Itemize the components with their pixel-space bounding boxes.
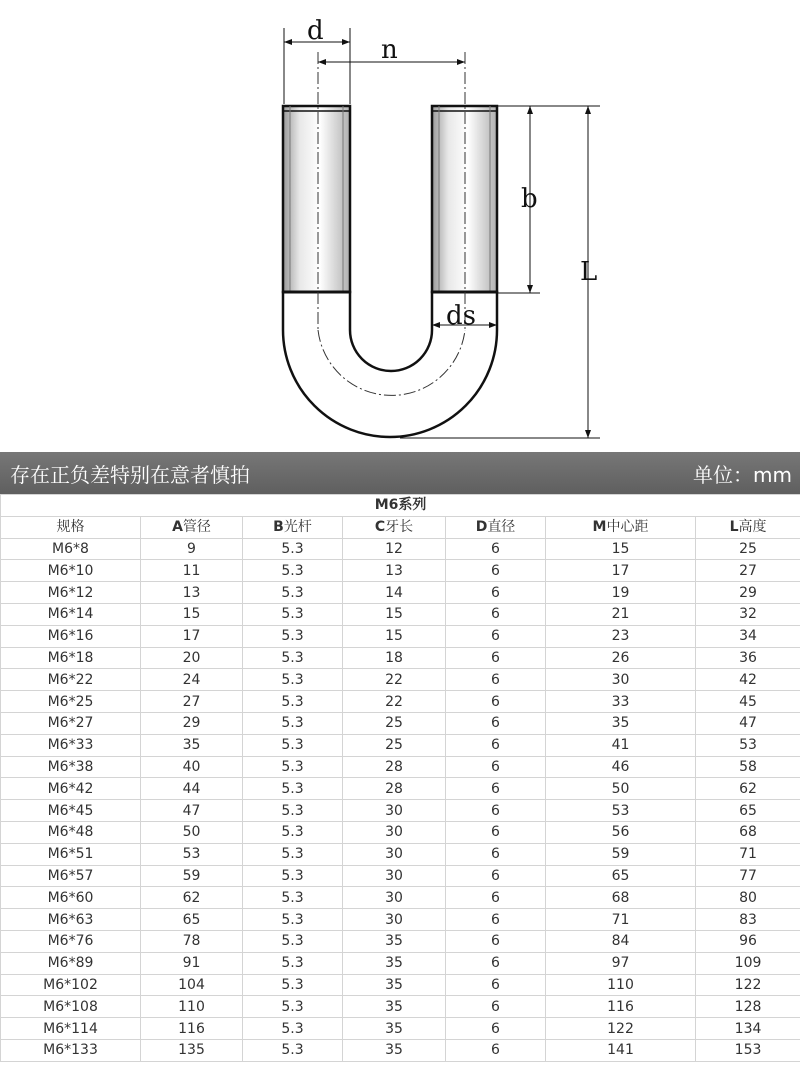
column-header bbox=[546, 516, 696, 538]
table-row bbox=[1, 800, 800, 822]
table-cell: 30 bbox=[343, 821, 446, 843]
table-cell: 42 bbox=[696, 669, 800, 691]
table-row bbox=[1, 865, 800, 887]
column-header-text: 高度 bbox=[738, 519, 767, 536]
table-cell: 6 bbox=[446, 887, 546, 909]
table-cell: M6*33 bbox=[1, 734, 141, 756]
table-cell: 5.3 bbox=[243, 1018, 343, 1040]
table-cell: 122 bbox=[696, 974, 800, 996]
table-cell: M6*12 bbox=[1, 582, 141, 604]
table-cell: M6*48 bbox=[1, 821, 141, 843]
table-cell: 83 bbox=[696, 909, 800, 931]
table-cell: 59 bbox=[546, 843, 696, 865]
table-cell: 21 bbox=[546, 603, 696, 625]
table-cell: M6*38 bbox=[1, 756, 141, 778]
table-row bbox=[1, 756, 800, 778]
table-cell: 5.3 bbox=[243, 887, 343, 909]
table-cell: 5.3 bbox=[243, 756, 343, 778]
table-cell: 30 bbox=[546, 669, 696, 691]
u-bolt-diagram bbox=[0, 0, 800, 452]
table-cell: 6 bbox=[446, 538, 546, 560]
table-cell: 34 bbox=[696, 625, 800, 647]
table-cell: 30 bbox=[343, 843, 446, 865]
table-cell: M6*42 bbox=[1, 778, 141, 800]
table-cell: 116 bbox=[546, 996, 696, 1018]
table-cell: 36 bbox=[696, 647, 800, 669]
table-cell: 32 bbox=[696, 603, 800, 625]
table-cell: 5.3 bbox=[243, 712, 343, 734]
table-cell: 104 bbox=[141, 974, 243, 996]
table-cell: 6 bbox=[446, 800, 546, 822]
table-cell: 25 bbox=[343, 734, 446, 756]
table-row bbox=[1, 691, 800, 713]
table-cell: 35 bbox=[343, 996, 446, 1018]
table-cell: 17 bbox=[141, 625, 243, 647]
table-cell: 5.3 bbox=[243, 821, 343, 843]
table-cell: 5.3 bbox=[243, 974, 343, 996]
table-cell: 19 bbox=[546, 582, 696, 604]
table-cell: M6*10 bbox=[1, 560, 141, 582]
table-row bbox=[1, 582, 800, 604]
table-row bbox=[1, 603, 800, 625]
table-cell: 153 bbox=[696, 1039, 800, 1061]
table-row bbox=[1, 909, 800, 931]
table-cell: 50 bbox=[141, 821, 243, 843]
table-cell: 5.3 bbox=[243, 603, 343, 625]
table-cell: 35 bbox=[343, 930, 446, 952]
table-cell: 5.3 bbox=[243, 930, 343, 952]
table-cell: 6 bbox=[446, 930, 546, 952]
column-header bbox=[1, 516, 141, 538]
table-cell: M6*57 bbox=[1, 865, 141, 887]
table-cell: 29 bbox=[696, 582, 800, 604]
spec-table bbox=[0, 494, 800, 1062]
table-cell: 26 bbox=[546, 647, 696, 669]
table-cell: 5.3 bbox=[243, 625, 343, 647]
table-cell: 6 bbox=[446, 1039, 546, 1061]
table-cell: 27 bbox=[141, 691, 243, 713]
table-cell: 6 bbox=[446, 1018, 546, 1040]
table-cell: M6*18 bbox=[1, 647, 141, 669]
column-header bbox=[696, 516, 800, 538]
column-header bbox=[343, 516, 446, 538]
table-cell: M6*108 bbox=[1, 996, 141, 1018]
table-cell: 13 bbox=[141, 582, 243, 604]
table-row bbox=[1, 996, 800, 1018]
column-header-letter: A bbox=[172, 519, 183, 536]
column-header-letter: L bbox=[729, 519, 739, 536]
column-header-letter: B bbox=[273, 519, 284, 536]
table-cell: 5.3 bbox=[243, 669, 343, 691]
table-cell: 6 bbox=[446, 647, 546, 669]
u-bolt-drawing bbox=[0, 0, 800, 452]
table-cell: M6*89 bbox=[1, 952, 141, 974]
column-header-text: 牙长 bbox=[385, 519, 414, 536]
table-cell: 6 bbox=[446, 952, 546, 974]
table-row bbox=[1, 843, 800, 865]
info-banner bbox=[0, 452, 800, 494]
table-cell: 6 bbox=[446, 843, 546, 865]
column-header-letter: M bbox=[592, 519, 607, 536]
dim-label-L: L bbox=[580, 257, 598, 287]
table-row bbox=[1, 734, 800, 756]
table-cell: 15 bbox=[343, 603, 446, 625]
table-cell: 6 bbox=[446, 865, 546, 887]
table-cell: 18 bbox=[343, 647, 446, 669]
table-row bbox=[1, 1018, 800, 1040]
table-cell: 6 bbox=[446, 974, 546, 996]
table-row bbox=[1, 821, 800, 843]
table-cell: 68 bbox=[546, 887, 696, 909]
table-cell: 6 bbox=[446, 582, 546, 604]
table-cell: 35 bbox=[343, 952, 446, 974]
table-cell: 27 bbox=[696, 560, 800, 582]
column-header-row bbox=[1, 516, 800, 538]
series-title: M6系列 bbox=[1, 495, 800, 517]
table-row bbox=[1, 712, 800, 734]
table-cell: 41 bbox=[546, 734, 696, 756]
table-cell: M6*45 bbox=[1, 800, 141, 822]
table-row bbox=[1, 647, 800, 669]
table-cell: 97 bbox=[546, 952, 696, 974]
column-header bbox=[243, 516, 343, 538]
table-cell: 6 bbox=[446, 909, 546, 931]
table-cell: 109 bbox=[696, 952, 800, 974]
table-cell: 96 bbox=[696, 930, 800, 952]
table-cell: 30 bbox=[343, 800, 446, 822]
table-cell: 11 bbox=[141, 560, 243, 582]
column-header bbox=[141, 516, 243, 538]
table-cell: 91 bbox=[141, 952, 243, 974]
table-cell: 47 bbox=[141, 800, 243, 822]
table-cell: 46 bbox=[546, 756, 696, 778]
table-cell: 68 bbox=[696, 821, 800, 843]
table-cell: 20 bbox=[141, 647, 243, 669]
table-cell: 25 bbox=[696, 538, 800, 560]
table-cell: 5.3 bbox=[243, 952, 343, 974]
table-cell: 35 bbox=[141, 734, 243, 756]
table-cell: 58 bbox=[696, 756, 800, 778]
table-cell: 15 bbox=[546, 538, 696, 560]
table-cell: 59 bbox=[141, 865, 243, 887]
table-cell: 135 bbox=[141, 1039, 243, 1061]
table-cell: 22 bbox=[343, 691, 446, 713]
table-cell: M6*76 bbox=[1, 930, 141, 952]
table-cell: 45 bbox=[696, 691, 800, 713]
table-cell: M6*25 bbox=[1, 691, 141, 713]
table-cell: 25 bbox=[343, 712, 446, 734]
dim-label-b: b bbox=[521, 184, 538, 214]
table-cell: 35 bbox=[343, 1039, 446, 1061]
table-cell: 5.3 bbox=[243, 560, 343, 582]
table-cell: 6 bbox=[446, 691, 546, 713]
table-row bbox=[1, 1039, 800, 1061]
table-cell: 23 bbox=[546, 625, 696, 647]
table-cell: 6 bbox=[446, 734, 546, 756]
table-cell: 22 bbox=[343, 669, 446, 691]
table-cell: 44 bbox=[141, 778, 243, 800]
table-cell: 122 bbox=[546, 1018, 696, 1040]
table-cell: M6*16 bbox=[1, 625, 141, 647]
table-cell: 53 bbox=[546, 800, 696, 822]
table-cell: 53 bbox=[696, 734, 800, 756]
table-cell: 30 bbox=[343, 865, 446, 887]
table-body bbox=[1, 538, 800, 1061]
table-cell: 78 bbox=[141, 930, 243, 952]
left-thread-leg bbox=[283, 106, 350, 292]
dim-label-d: d bbox=[307, 16, 324, 46]
table-row bbox=[1, 778, 800, 800]
table-cell: M6*22 bbox=[1, 669, 141, 691]
table-cell: 33 bbox=[546, 691, 696, 713]
column-header-text: 光杆 bbox=[283, 519, 312, 536]
table-cell: 6 bbox=[446, 603, 546, 625]
series-title-row bbox=[1, 495, 800, 517]
table-cell: 15 bbox=[343, 625, 446, 647]
table-cell: M6*27 bbox=[1, 712, 141, 734]
column-header-text: 中心距 bbox=[606, 519, 649, 536]
column-header-text: 直径 bbox=[487, 519, 516, 536]
table-cell: 6 bbox=[446, 669, 546, 691]
table-cell: 5.3 bbox=[243, 734, 343, 756]
table-cell: 6 bbox=[446, 712, 546, 734]
table-cell: 53 bbox=[141, 843, 243, 865]
table-cell: 71 bbox=[546, 909, 696, 931]
table-cell: 6 bbox=[446, 996, 546, 1018]
table-cell: 14 bbox=[343, 582, 446, 604]
table-cell: 6 bbox=[446, 756, 546, 778]
dim-label-ds: ds bbox=[446, 301, 476, 331]
table-cell: 5.3 bbox=[243, 582, 343, 604]
table-cell: 9 bbox=[141, 538, 243, 560]
table-cell: 28 bbox=[343, 778, 446, 800]
table-cell: 5.3 bbox=[243, 800, 343, 822]
tolerance-note: 存在正负差特别在意者慎拍 bbox=[10, 462, 250, 487]
table-cell: 110 bbox=[141, 996, 243, 1018]
table-cell: 5.3 bbox=[243, 647, 343, 669]
table-row bbox=[1, 625, 800, 647]
table-cell: 65 bbox=[141, 909, 243, 931]
table-cell: 47 bbox=[696, 712, 800, 734]
table-cell: 77 bbox=[696, 865, 800, 887]
table-cell: 6 bbox=[446, 560, 546, 582]
table-row bbox=[1, 669, 800, 691]
table-cell: 5.3 bbox=[243, 996, 343, 1018]
table-row bbox=[1, 560, 800, 582]
table-cell: 24 bbox=[141, 669, 243, 691]
column-header-text: 管径 bbox=[182, 519, 211, 536]
table-cell: 30 bbox=[343, 909, 446, 931]
column-header bbox=[446, 516, 546, 538]
table-cell: M6*60 bbox=[1, 887, 141, 909]
column-header-letter: D bbox=[475, 519, 488, 536]
table-cell: 30 bbox=[343, 887, 446, 909]
table-cell: 5.3 bbox=[243, 865, 343, 887]
table-cell: 80 bbox=[696, 887, 800, 909]
table-cell: 5.3 bbox=[243, 538, 343, 560]
table-cell: 116 bbox=[141, 1018, 243, 1040]
table-cell: 12 bbox=[343, 538, 446, 560]
dim-label-n: n bbox=[381, 35, 398, 65]
table-cell: 5.3 bbox=[243, 778, 343, 800]
table-cell: 50 bbox=[546, 778, 696, 800]
table-cell: 35 bbox=[343, 974, 446, 996]
table-cell: 71 bbox=[696, 843, 800, 865]
column-header-text: 规格 bbox=[56, 519, 85, 536]
table-cell: 56 bbox=[546, 821, 696, 843]
table-cell: 134 bbox=[696, 1018, 800, 1040]
table-cell: 65 bbox=[696, 800, 800, 822]
table-row bbox=[1, 952, 800, 974]
table-cell: 28 bbox=[343, 756, 446, 778]
column-header-letter: C bbox=[374, 519, 386, 536]
spec-table-container bbox=[0, 494, 800, 1062]
table-row bbox=[1, 974, 800, 996]
table-cell: 35 bbox=[343, 1018, 446, 1040]
table-cell: M6*51 bbox=[1, 843, 141, 865]
table-cell: 5.3 bbox=[243, 691, 343, 713]
table-cell: 5.3 bbox=[243, 1039, 343, 1061]
table-cell: 62 bbox=[696, 778, 800, 800]
table-row bbox=[1, 930, 800, 952]
table-cell: 128 bbox=[696, 996, 800, 1018]
table-row bbox=[1, 538, 800, 560]
table-cell: M6*63 bbox=[1, 909, 141, 931]
table-cell: 17 bbox=[546, 560, 696, 582]
table-cell: M6*102 bbox=[1, 974, 141, 996]
table-cell: 6 bbox=[446, 625, 546, 647]
table-cell: 141 bbox=[546, 1039, 696, 1061]
table-cell: M6*8 bbox=[1, 538, 141, 560]
table-cell: M6*133 bbox=[1, 1039, 141, 1061]
table-cell: 6 bbox=[446, 778, 546, 800]
table-cell: 29 bbox=[141, 712, 243, 734]
table-cell: 65 bbox=[546, 865, 696, 887]
table-cell: M6*14 bbox=[1, 603, 141, 625]
table-cell: 6 bbox=[446, 821, 546, 843]
table-cell: 5.3 bbox=[243, 909, 343, 931]
table-cell: 13 bbox=[343, 560, 446, 582]
unit-label: 单位：mm bbox=[693, 462, 792, 487]
table-cell: 15 bbox=[141, 603, 243, 625]
table-cell: M6*114 bbox=[1, 1018, 141, 1040]
table-cell: 84 bbox=[546, 930, 696, 952]
table-row bbox=[1, 887, 800, 909]
table-cell: 40 bbox=[141, 756, 243, 778]
table-cell: 5.3 bbox=[243, 843, 343, 865]
table-cell: 35 bbox=[546, 712, 696, 734]
table-cell: 62 bbox=[141, 887, 243, 909]
table-cell: 110 bbox=[546, 974, 696, 996]
